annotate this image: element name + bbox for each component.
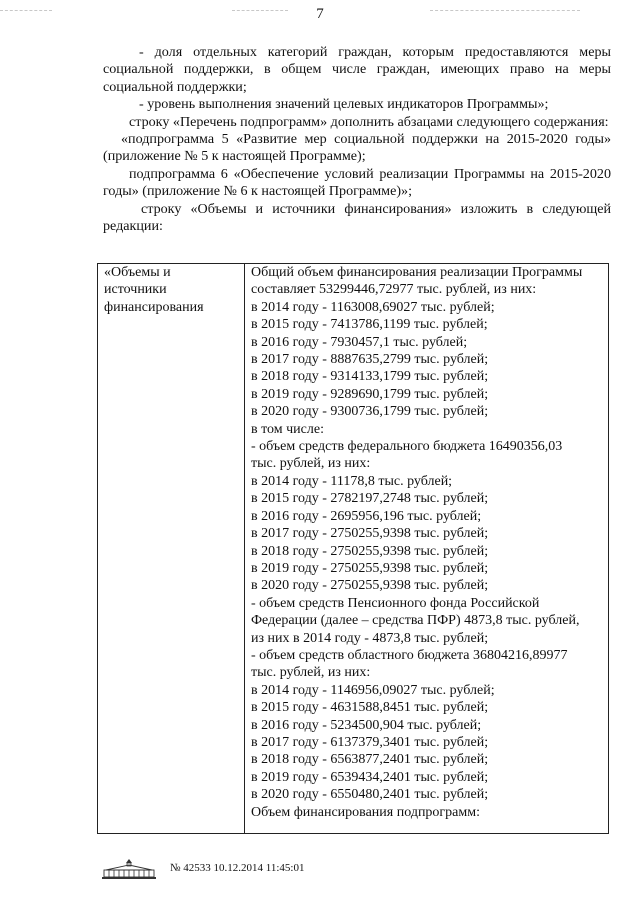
financing-value-line: в 2020 году - 9300736,1799 тыс. рублей; — [251, 404, 489, 420]
financing-value-line: в 2019 году - 6539434,2401 тыс. рублей; — [251, 769, 489, 785]
financing-value-line: в 2014 году - 1146956,09027 тыс. рублей; — [251, 682, 495, 698]
financing-label-cell — [98, 264, 245, 834]
footer — [100, 858, 400, 880]
body-paragraph: - доля отдельных категорий граждан, которым предоставляются меры социальной поддержки, в общем числе граждан, имеющих право на меры социальной поддержки; — [103, 44, 611, 95]
financing-value-line: Общий объем финансирования реализации Программы — [251, 265, 583, 280]
building-emblem-icon — [100, 858, 158, 880]
financing-value-line: в 2020 году - 2750255,9398 тыс. рублей; — [251, 578, 489, 594]
body-paragraph: подпрограмма 6 «Обеспечение условий реализации Программы на 2015-2020 годы» (приложение № 6 к настоящей Программе)»; — [103, 165, 611, 200]
financing-value-line: Федерации (далее – средства ПФР) 4873,8 тыс. рублей, — [251, 613, 580, 629]
financing-value-line: в 2015 году - 4631588,8451 тыс. рублей; — [251, 700, 489, 716]
financing-label-line: источники — [104, 282, 167, 298]
page-number: 7 — [316, 6, 324, 22]
financing-value-line: - объем средств федерального бюджета 16490356,03 — [251, 439, 563, 455]
body-paragraph: «подпрограмма 5 «Развитие мер социальной поддержки на 2015-2020 годы» (приложение № 5 к настоящей Программе); — [103, 131, 611, 165]
financing-value-line: в 2018 году - 6563877,2401 тыс. рублей; — [251, 752, 489, 768]
financing-value-line: в 2015 году - 7413786,1199 тыс. рублей; — [251, 317, 488, 333]
financing-value-line: в 2020 году - 6550480,2401 тыс. рублей; — [251, 787, 489, 803]
financing-table — [97, 263, 609, 834]
registration-stamp: № 42533 10.12.2014 11:45:01 — [170, 862, 305, 874]
financing-value-line: в 2018 году - 9314133,1799 тыс. рублей; — [251, 369, 489, 385]
financing-value-line: в 2019 году - 9289690,1799 тыс. рублей; — [251, 386, 489, 402]
financing-value-line: Объем финансирования подпрограмм: — [251, 804, 480, 820]
financing-value-line: в 2014 году - 11178,8 тыс. рублей; — [251, 473, 453, 489]
financing-value-line: тыс. рублей, из них: — [251, 456, 371, 472]
financing-value-line: в 2018 году - 2750255,9398 тыс. рублей; — [251, 543, 489, 559]
table-row — [98, 264, 609, 834]
body-text — [103, 44, 611, 235]
financing-value-line: из них в 2014 году - 4873,8 тыс. рублей; — [251, 630, 489, 646]
financing-value-line: в 2016 году - 5234500,904 тыс. рублей; — [251, 717, 482, 733]
financing-value-line: в 2017 году - 6137379,3401 тыс. рублей; — [251, 734, 489, 750]
financing-value-line: в том числе: — [251, 421, 324, 437]
body-paragraph: - уровень выполнения значений целевых индикаторов Программы»; — [139, 96, 549, 113]
financing-value-line: в 2015 году - 2782197,2748 тыс. рублей; — [251, 491, 489, 507]
financing-value-line: в 2017 году - 2750255,9398 тыс. рублей; — [251, 526, 489, 542]
financing-value-line: составляет 53299446,72977 тыс. рублей, из них: — [251, 282, 537, 298]
financing-value-line: в 2019 году - 2750255,9398 тыс. рублей; — [251, 560, 489, 576]
financing-value-line: - объем средств Пенсионного фонда Российской — [251, 595, 540, 611]
financing-value-line: в 2014 году - 1163008,69027 тыс. рублей; — [251, 299, 495, 315]
financing-value-line: в 2016 году - 2695956,196 тыс. рублей; — [251, 508, 482, 524]
financing-value-line: в 2017 году - 8887635,2799 тыс. рублей; — [251, 352, 489, 368]
financing-value-line: в 2016 году - 7930457,1 тыс. рублей; — [251, 334, 468, 350]
financing-label-line: «Объемы и — [104, 265, 171, 280]
financing-value-line: тыс. рублей, из них: — [251, 665, 371, 681]
body-paragraph: строку «Перечень подпрограмм» дополнить абзацами следующего содержания: — [129, 113, 609, 130]
financing-label-line: финансирования — [104, 299, 204, 315]
financing-value-line: - объем средств областного бюджета 36804216,89977 — [251, 647, 568, 663]
body-paragraph: строку «Объемы и источники финансирования» изложить в следующей редакции: — [103, 200, 611, 235]
financing-value-cell — [245, 264, 609, 834]
